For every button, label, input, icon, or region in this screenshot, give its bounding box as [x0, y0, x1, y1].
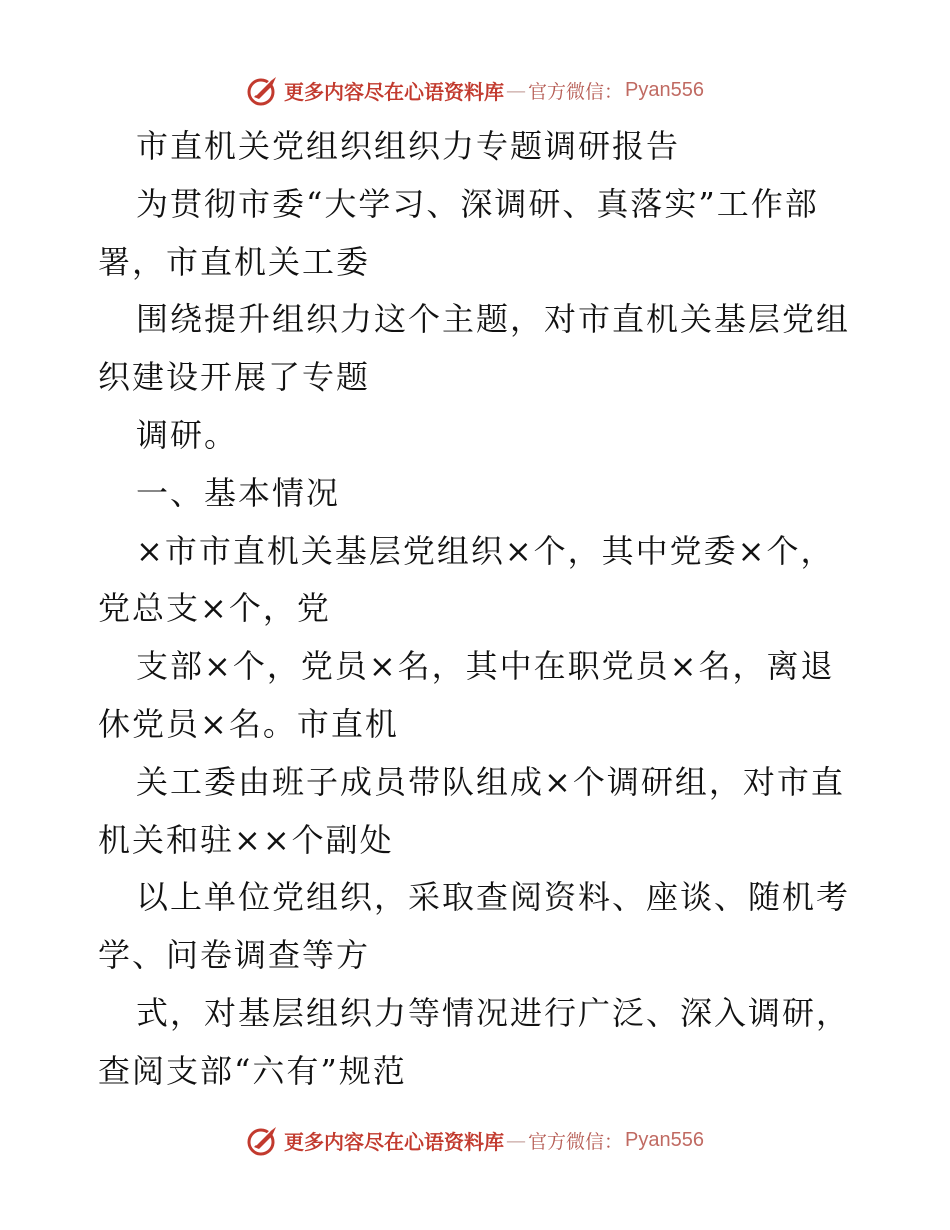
section-heading: 一、基本情况: [136, 473, 341, 512]
document-body: [98, 118, 858, 1101]
paragraph-line: 署，市直机关工委: [98, 242, 371, 281]
watermark-text: 更多内容尽在心语资料库: [284, 79, 504, 104]
red-quill-logo-icon: [246, 1123, 280, 1157]
paragraph-line: 围绕提升组织力这个主题，对市直机关基层党组: [136, 300, 851, 339]
paragraph-line: 为贯彻市委“大学习、深调研、真落实”工作部: [136, 184, 819, 223]
watermark-wechat-label: 官方微信：: [528, 80, 624, 103]
watermark-wechat-label: 官方微信：: [528, 1130, 624, 1153]
paragraph-line: 支部×个，党员×名，其中在职党员×名，离退: [136, 647, 835, 686]
paragraph-line: 休党员×名。市直机: [98, 704, 399, 743]
paragraph-line: 机关和驻××个副处: [98, 820, 394, 859]
paragraph-line: 织建设开展了专题: [98, 358, 371, 397]
paragraph-line: 式，对基层组织力等情况进行广泛、深入调研，: [136, 993, 851, 1032]
paragraph-line: 学、问卷调查等方: [98, 936, 371, 975]
watermark-separator: —: [506, 78, 526, 102]
paragraph-line: ×市市直机关基层党组织×个，其中党委×个，: [136, 531, 835, 570]
watermark-wechat-id: Pyan556: [625, 78, 704, 101]
watermark-text: 更多内容尽在心语资料库: [284, 1129, 504, 1154]
watermark-wechat-id: Pyan556: [625, 1128, 704, 1151]
header-watermark: [0, 70, 950, 110]
document-title: 市直机关党组织组织力专题调研报告: [136, 127, 681, 165]
paragraph-line: 关工委由班子成员带队组成×个调研组，对市直: [136, 762, 845, 801]
paragraph-line: 党总支×个，党: [98, 589, 331, 628]
paragraph-line: 查阅支部“六有”规范: [98, 1051, 407, 1090]
watermark-separator: —: [506, 1128, 526, 1152]
paragraph-line: 调研。: [136, 415, 239, 454]
footer-watermark: [0, 1120, 950, 1160]
paragraph-line: 以上单位党组织，采取查阅资料、座谈、随机考: [136, 878, 851, 917]
red-quill-logo-icon: [246, 73, 280, 107]
